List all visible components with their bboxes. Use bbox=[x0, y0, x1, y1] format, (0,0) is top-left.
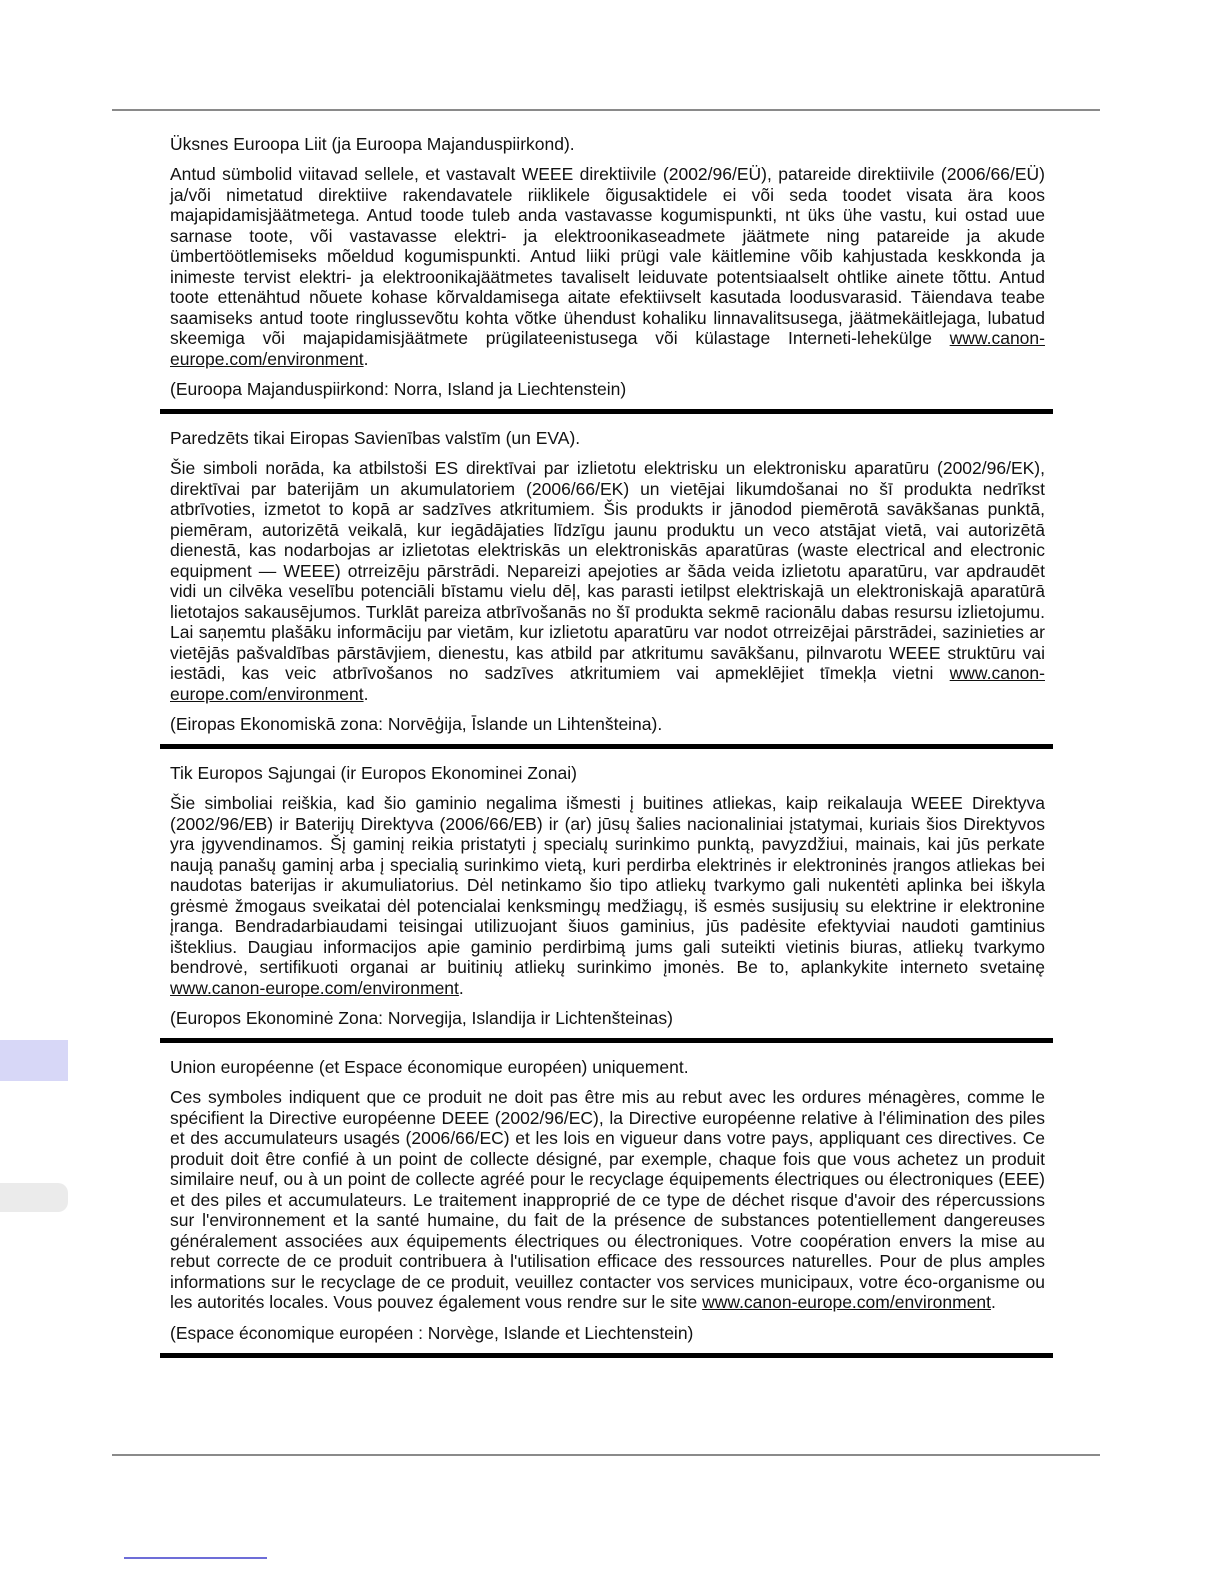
document-content bbox=[160, 126, 1053, 1358]
body-text: Šie simboli norāda, ka atbilstoši ES direktīvai par izlietotu elektrisku un elektronisku aparatūru (2002/96/EK), direktīvai par baterijām un akumulatoriem (2006/66/EK) un vietējai likumdošanai no šī produkta nedrīkst atbrīvoties, izmetot to kopā ar sadzīves atkritumiem. Šis produkts ir jānodod piemērotā savākšanas punktā, piemēram, autorizētā veikalā, kur iegādājaties līdzīgu jaunu produktu un veco atstājat vietā, vai autorizētā dienestā, kas nodarbojas ar izlietotas elektriskās un elektroniskās aparatūras (waste electrical and electronic equipment — WEEE) otrreizēju pārstrādi. Nepareizi apejoties ar šāda veida izlietotu aparatūru, var apdraudēt vidi un cilvēka veselību potenciāli bīstamu vielu dēļ, kas parasti ietilpst elektriskajā un elektroniskajā aparatūrā lietotajos sakausējumos. Turklāt pareiza atbrīvošanās no šī produkta sekmē racionālu dabas resursu izlietojumu. Lai saņemtu plašāku informāciju par vietām, kur izlietotu aparatūru var nodot otrreizējai pārstrādei, sazinieties ar vietējās pašvaldības pārstāvjiem, dienestu, kas atbild par atkritumu savākšanu, pilnvarotu WEEE struktūru vai iestādi, kas veic atbrīvošanos no sadzīves atkritumiem vai apmeklējiet tīmekļa vietni bbox=[170, 458, 1045, 683]
section-heading: Union européenne (et Espace économique européen) uniquement. bbox=[170, 1057, 689, 1077]
section-note: (Euroopa Majanduspiirkond: Norra, Island ja Liechtenstein) bbox=[170, 379, 627, 399]
body-text: Antud sümbolid viitavad sellele, et vastavalt WEEE direktiivile (2002/96/EÜ), patareide direktiivile (2006/66/EÜ) ja/või nimetatud direktiive rakendavatele riiklikele õigusaktidele ei või seda toodet visata ära koos majapidamisjäätmetega. Antud toode tuleb anda vastavasse kogumispunkti, nt üks ühe vastu, kui ostad uue sarnase toote, või vastavasse elektri- ja elektroonikaseadmete jäätmete ning patareide ja akude ümbertöötlemiseks mõeldud kogumispunkti. Antud liiki prügi vale käitlemine võib kahjustada keskkonda ja inimeste tervist elektri- ja elektroonikajäätmetes tavaliselt leiduvate potentsiaalselt ohtlike ainete tõttu. Antud toote ettenähtud nõuete kohase kõrvaldamisega aitate efektiivselt kasutada loodusvarasid. Täiendava teabe saamiseks antud toote ringlussevõtu kohta võtke ühendust kohaliku linnavalitsusega, jäätmekäitlejaga, lubatud skeemiga või majapidamisjäätmete prügilateenistusega või külastage Interneti-lehekülge bbox=[170, 164, 1045, 348]
chapter-tab-active[interactable] bbox=[0, 1040, 68, 1081]
chapter-tab[interactable] bbox=[0, 1183, 68, 1212]
environment-link[interactable]: www.canon-europe.com/environment bbox=[170, 328, 1045, 369]
section-latvian bbox=[160, 414, 1053, 749]
section-note: (Espace économique européen : Norvège, Islande et Liechtenstein) bbox=[170, 1322, 694, 1343]
header-rule bbox=[112, 109, 1100, 111]
section-body bbox=[170, 793, 1045, 998]
section-note: (Eiropas Ekonomiskā zona: Norvēģija, Īslande un Lihtenšteina). bbox=[170, 714, 663, 734]
footer-rule bbox=[112, 1454, 1100, 1456]
body-text: Ces symboles indiquent que ce produit ne doit pas être mis au rebut avec les ordures ménagères, comme le spécifient la Directive européenne DEEE (2002/96/EC), la Directive européenne relative à l'élimination des piles et des accumulateurs usagés (2006/66/EC) et les lois en vigueur dans votre pays, appliquant ces directives. Ce produit doit être confié à un point de collecte désigné, par exemple, chaque fois que vous achetez un produit similaire neuf, ou à un point de collecte agréé pour le recyclage équipements électriques ou électroniques (EEE) et des piles et accumulateurs. Le traitement inapproprié de ce type de déchet risque d'avoir des répercussions sur l'environnement et la santé humaine, du fait de la présence de substances potentiellement dangereuses généralement associées aux équipements électriques ou électroniques. Votre coopération envers la mise au rebut correcte de ce produit contribuera à l'utilisation efficace des ressources naturelles. Pour de plus amples informations sur le recyclage de ce produit, veuillez contacter vos services municipaux, votre éco-organisme ou les autorités locales. Vous pouvez également vous rendre sur le site bbox=[170, 1087, 1045, 1312]
body-end: . bbox=[991, 1292, 996, 1312]
body-end: . bbox=[363, 348, 369, 369]
section-note: (Europos Ekonominė Zona: Norvegija, Islandija ir Lichtenšteinas) bbox=[170, 1008, 673, 1028]
environment-link[interactable]: www.canon-europe.com/environment bbox=[170, 977, 459, 998]
environment-link[interactable]: www.canon-europe.com/environment bbox=[702, 1292, 992, 1312]
section-body bbox=[170, 164, 1045, 369]
footer-link-underline[interactable] bbox=[124, 1557, 267, 1559]
section-french bbox=[160, 1043, 1053, 1358]
section-heading: Tik Europos Sąjungai (ir Europos Ekonominei Zonai) bbox=[170, 763, 577, 783]
section-body bbox=[170, 1087, 1045, 1313]
environment-link[interactable]: www.canon-europe.com/environment bbox=[170, 663, 1045, 704]
body-end: . bbox=[363, 683, 369, 704]
body-end: . bbox=[458, 977, 464, 998]
section-lithuanian bbox=[160, 749, 1053, 1043]
section-heading: Paredzēts tikai Eiropas Savienības valstīm (un EVA). bbox=[170, 428, 581, 448]
section-estonian bbox=[160, 126, 1053, 414]
body-text: Šie simboliai reiškia, kad šio gaminio negalima išmesti į buitines atliekas, kaip reikalauja WEEE Direktyva (2002/96/EB) ir Baterijų Direktyva (2006/66/EB) ir (ar) jūsų šalies nacionaliniai įstatymai, kuriais šios Direktyvos yra įgyvendinamos. Šį gaminį reikia pristatyti į specialų surinkimo punktą, pavyzdžiui, mainais, kai jūs perkate naują panašų gaminį arba į specialią surinkimo vietą, kuri perdirba elektrinės ir elektroninės įrangos atliekas bei naudotas baterijas ir akumuliatorius. Dėl netinkamo šio tipo atliekų tvarkymo gali nukentėti aplinka bei iškyla grėsmė žmogaus sveikatai dėl potencialai kenksmingų medžiagų, iš esmės susijusių su elektrine ir elektronine įranga. Bendradarbiaudami teisingai utilizuojant šiuos gaminius, jūs padėsite efektyviai naudoti gamtinius išteklius. Daugiau informacijos apie gaminio perdirbimą jums gali suteikti vietinis biuras, atliekų tvarkymo bendrovė, sertifikuoti organai ar buitinių atliekų surinkimo įmonės. Be to, aplankykite interneto svetainę bbox=[170, 793, 1045, 977]
section-heading: Üksnes Euroopa Liit (ja Euroopa Majanduspiirkond). bbox=[170, 134, 575, 154]
section-body bbox=[170, 458, 1045, 704]
